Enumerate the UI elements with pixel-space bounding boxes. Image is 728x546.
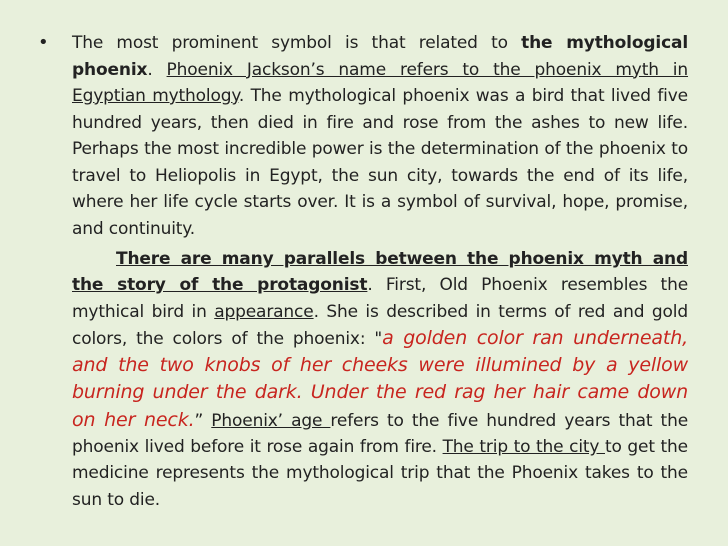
quote-text: a golden color ran underneath, and the two knobs of her cheeks were illumined by a yellow burning under the dark. Under the red rag her hair came down on her neck.: [72, 326, 688, 431]
second-paragraph: [72, 246, 688, 513]
first-paragraph: [72, 30, 688, 242]
bold-underlined-text: There are many parallels between the phoenix myth and the story of the protagonist: [72, 249, 688, 296]
underlined-text: Phoenix Jackson’s name refers to the phoenix myth in Egyptian mythology: [72, 59, 689, 106]
text-run: to get the medicine represents the mythological trip that the Phoenix takes to the sun to die.: [72, 437, 688, 510]
bold-text: the mythological phoenix: [72, 33, 688, 80]
text-run: . The mythological phoenix was a bird that lived five hundred years, then died in fire and rose from the ashes to new life. Perhaps the most incredible power is the determination of the phoenix to travel to Heliopolis in Egypt, the sun city, towards the end of its life, where her life cycle starts over. It is a symbol of survival, hope, promise, and continuity.: [72, 86, 688, 239]
underlined-text: The trip to the city: [442, 437, 605, 458]
text-run: . She is described in terms of red and gold colors, the colors of the phoenix: ": [72, 301, 688, 349]
underlined-text: Phoenix’ age: [211, 410, 331, 431]
text-run: The most prominent symbol is that related to: [72, 33, 522, 53]
text-run: ”: [194, 410, 212, 431]
text-run: refers to the five hundred years that the phoenix lived before it rose again from fire.: [72, 410, 689, 458]
bullet-item: [24, 30, 688, 242]
text-run: .: [147, 59, 167, 80]
underlined-text: appearance: [214, 301, 314, 322]
bullet-icon: •: [38, 32, 49, 53]
text-run: . First, Old Phoenix resembles the mythical bird in: [72, 275, 688, 322]
